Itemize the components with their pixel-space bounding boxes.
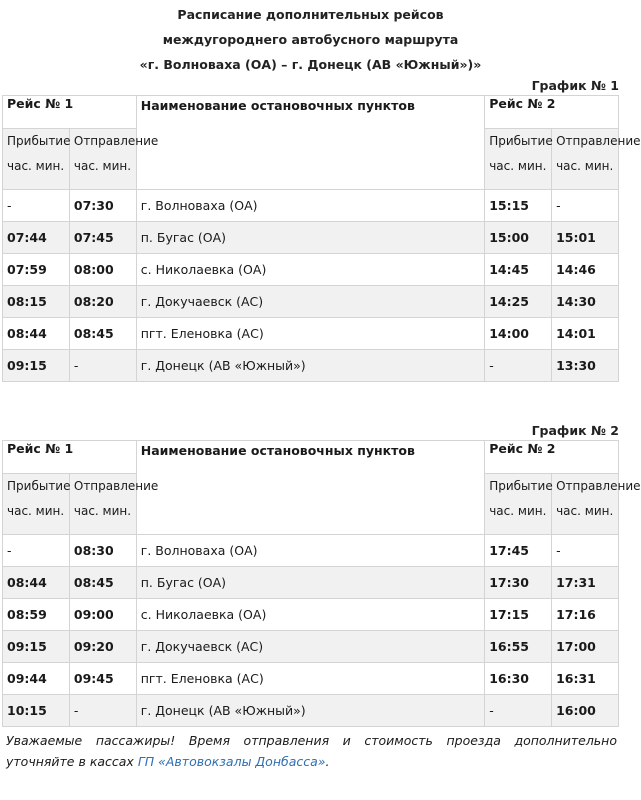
departure-cell: 08:00	[69, 254, 136, 286]
trip-1-header: Рейс № 1	[3, 441, 137, 474]
departure-cell: -	[552, 190, 619, 222]
arrival-cell: 15:00	[485, 222, 552, 254]
departure-cell: 08:30	[69, 535, 136, 567]
table-row	[3, 567, 619, 599]
arrival-cell: 15:15	[485, 190, 552, 222]
table-row	[3, 350, 619, 382]
departure-cell: 08:45	[69, 318, 136, 350]
arrival-cell: 16:30	[485, 663, 552, 695]
footer-end: .	[325, 754, 330, 769]
arrival-cell: 17:45	[485, 535, 552, 567]
stops-header: Наименование остановочных пунктов	[136, 96, 484, 190]
arrival-cell: 08:44	[3, 567, 70, 599]
arrival-cell: 17:30	[485, 567, 552, 599]
departure-cell: 07:30	[69, 190, 136, 222]
departure-cell: 17:31	[552, 567, 619, 599]
arrival-cell: 14:25	[485, 286, 552, 318]
table-header-row	[3, 441, 619, 474]
title-line-2: междугороднего автобусного маршрута	[162, 32, 459, 47]
departure-cell: 17:00	[552, 631, 619, 663]
stops-header: Наименование остановочных пунктов	[136, 441, 484, 535]
departure-cell: 16:31	[552, 663, 619, 695]
arrival-cell: 09:15	[3, 631, 70, 663]
table-row	[3, 599, 619, 631]
stop-cell: п. Бугас (ОА)	[136, 222, 484, 254]
stop-cell: г. Донецк (АВ «Южный»)	[136, 350, 484, 382]
schedule-2-label: График № 2	[531, 423, 619, 438]
trip-2-header: Рейс № 2	[485, 96, 619, 129]
footer-text: Уважаемые пассажиры! Время отправления и стоимость проезда дополнительно уточняйте в кассах	[6, 733, 617, 769]
schedule-2-table	[2, 440, 641, 727]
departure-cell: -	[552, 535, 619, 567]
arrival-cell: 07:59	[3, 254, 70, 286]
departure-cell: 08:20	[69, 286, 136, 318]
departure-cell: 09:45	[69, 663, 136, 695]
table-row	[3, 286, 619, 318]
arrival-cell: 07:44	[3, 222, 70, 254]
page-title	[0, 0, 621, 77]
arrival-cell: 08:44	[3, 318, 70, 350]
arrival-cell: 09:15	[3, 350, 70, 382]
stop-cell: г. Донецк (АВ «Южный»)	[136, 695, 484, 727]
departure-cell: 14:46	[552, 254, 619, 286]
stop-cell: г. Волноваха (ОА)	[136, 190, 484, 222]
table-row	[3, 663, 619, 695]
table-row	[3, 254, 619, 286]
table-row	[3, 190, 619, 222]
table-row	[3, 631, 619, 663]
table-row	[3, 318, 619, 350]
schedule-1-label: График № 1	[531, 78, 619, 93]
departure-cell: 17:16	[552, 599, 619, 631]
arrival-header: Прибытие час. мин.	[3, 129, 70, 190]
departure-cell: 09:20	[69, 631, 136, 663]
stop-cell: пгт. Еленовка (АС)	[136, 318, 484, 350]
arrival-header: Прибытие час. мин.	[485, 474, 552, 535]
stop-cell: г. Докучаевск (АС)	[136, 631, 484, 663]
arrival-cell: -	[3, 535, 70, 567]
footer-note	[0, 727, 621, 772]
schedule-1-table	[2, 95, 641, 382]
departure-cell: 07:45	[69, 222, 136, 254]
bus-stations-link[interactable]: ГП «Автовокзалы Донбасса»	[137, 754, 326, 769]
arrival-cell: 17:15	[485, 599, 552, 631]
arrival-cell: 09:44	[3, 663, 70, 695]
stop-cell: пгт. Еленовка (АС)	[136, 663, 484, 695]
trip-1-header: Рейс № 1	[3, 96, 137, 129]
departure-cell: 14:30	[552, 286, 619, 318]
departure-header: Отправление час. мин.	[69, 474, 136, 535]
departure-cell: 16:00	[552, 695, 619, 727]
table-header-row	[3, 96, 619, 129]
arrival-cell: 10:15	[3, 695, 70, 727]
title-line-1: Расписание дополнительных рейсов	[177, 7, 444, 22]
departure-cell: -	[69, 350, 136, 382]
arrival-header: Прибытие час. мин.	[3, 474, 70, 535]
arrival-cell: 14:00	[485, 318, 552, 350]
table-row	[3, 695, 619, 727]
departure-cell: 08:45	[69, 567, 136, 599]
stop-cell: п. Бугас (ОА)	[136, 567, 484, 599]
trip-2-header: Рейс № 2	[485, 441, 619, 474]
arrival-cell: 14:45	[485, 254, 552, 286]
arrival-cell: 16:55	[485, 631, 552, 663]
departure-cell: -	[69, 695, 136, 727]
stop-cell: с. Николаевка (ОА)	[136, 599, 484, 631]
arrival-cell: 08:15	[3, 286, 70, 318]
stop-cell: с. Николаевка (ОА)	[136, 254, 484, 286]
departure-cell: 09:00	[69, 599, 136, 631]
departure-header: Отправление час. мин.	[552, 129, 619, 190]
arrival-cell: -	[3, 190, 70, 222]
arrival-cell: 08:59	[3, 599, 70, 631]
spacer	[0, 382, 621, 422]
departure-cell: 15:01	[552, 222, 619, 254]
arrival-header: Прибытие час. мин.	[485, 129, 552, 190]
departure-header: Отправление час. мин.	[69, 129, 136, 190]
departure-cell: 13:30	[552, 350, 619, 382]
arrival-cell: -	[485, 695, 552, 727]
departure-header: Отправление час. мин.	[552, 474, 619, 535]
stop-cell: г. Волноваха (ОА)	[136, 535, 484, 567]
table-row	[3, 222, 619, 254]
arrival-cell: -	[485, 350, 552, 382]
stop-cell: г. Докучаевск (АС)	[136, 286, 484, 318]
table-row	[3, 535, 619, 567]
title-line-3: «г. Волноваха (ОА) – г. Донецк (АВ «Южный»)»	[139, 57, 482, 72]
departure-cell: 14:01	[552, 318, 619, 350]
